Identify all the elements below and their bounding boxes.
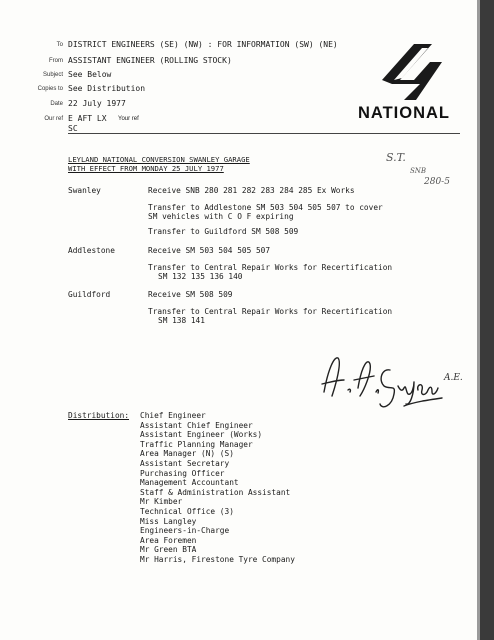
list-item: Mr Kimber	[140, 497, 183, 507]
section-line: Transfer to Addlestone SM 503 504 505 507 to cover	[148, 203, 383, 212]
list-item: Management Accountant	[140, 478, 239, 488]
list-item: Mr Green BTA	[140, 545, 197, 555]
date-label: Date	[50, 101, 63, 107]
our-ref-label: Our ref	[44, 116, 63, 122]
section-line: Receive SNB 280 281 282 283 284 285 Ex Works	[148, 186, 355, 195]
memo-title-line2: WITH EFFECT FROM MONDAY 25 JULY 1977	[68, 164, 224, 173]
handwritten-note-1: S.T.	[386, 151, 406, 164]
section-line: SM vehicles with C O F expiring	[148, 212, 294, 221]
initials: SC	[68, 124, 78, 133]
section-line: Transfer to Guildford SM 508 509	[148, 227, 299, 236]
section-line: Transfer to Central Repair Works for Recertification	[148, 307, 393, 316]
list-item: Mr Harris, Firestone Tyre Company	[140, 554, 295, 564]
from-value: ASSISTANT ENGINEER (ROLLING STOCK)	[68, 56, 232, 65]
handwritten-note-2: SNB	[410, 167, 427, 175]
header-rule	[68, 133, 460, 134]
section-line: Receive SM 503 504 505 507	[148, 246, 271, 255]
your-ref-label: Your ref	[118, 116, 139, 122]
section-line: SM 138 141	[158, 316, 205, 325]
copies-label: Copies to	[37, 86, 63, 92]
list-item: Technical Office (3)	[140, 506, 234, 516]
list-item: Area Manager (N) (S)	[140, 449, 234, 459]
signature-suffix: A.E.	[444, 373, 463, 383]
memo-title-line1: LEYLAND NATIONAL CONVERSION SWANLEY GARAGE	[68, 155, 250, 164]
list-item: Engineers-in-Charge	[140, 526, 230, 536]
distribution-label: Distribution:	[68, 411, 130, 420]
date-value: 22 July 1977	[68, 99, 126, 108]
list-item: Assistant Engineer (Works)	[140, 430, 263, 440]
list-item: Assistant Secretary	[140, 458, 230, 468]
distribution-list	[140, 411, 295, 565]
to-label: To	[56, 42, 63, 48]
section-line: Transfer to Central Repair Works for Recertification	[148, 263, 393, 272]
list-item: Chief Engineer	[140, 411, 206, 420]
section-place: Swanley	[68, 186, 101, 195]
from-label: From	[49, 58, 63, 64]
national-logo-wordmark: NATIONAL	[358, 104, 451, 122]
section-place: Addlestone	[68, 246, 115, 255]
list-item: Assistant Chief Engineer	[140, 420, 253, 430]
section-line: Receive SM 508 509	[148, 290, 233, 299]
list-item: Miss Langley	[140, 516, 197, 526]
list-item: Purchasing Officer	[140, 468, 225, 478]
section-place: Guildford	[68, 290, 111, 299]
page-edge-shadow	[480, 0, 494, 640]
section-line: SM 132 135 136 140	[158, 272, 243, 281]
list-item: Staff & Administration Assistant	[140, 487, 291, 497]
handwritten-signature	[318, 350, 463, 420]
page-edge-highlight	[477, 0, 480, 640]
list-item: Area Foremen	[140, 535, 197, 545]
copies-value: See Distribution	[68, 84, 146, 93]
list-item: Traffic Planning Manager	[140, 439, 253, 449]
subject-label: Subject	[42, 72, 63, 78]
national-double-n-arrow-icon	[380, 40, 444, 104]
subject-value: See Below	[68, 70, 112, 79]
our-ref-value: E AFT LX	[68, 114, 107, 123]
handwritten-note-3: 280-5	[424, 177, 450, 187]
to-value: DISTRICT ENGINEERS (SE) (NW) : FOR INFORMATION (SW) (NE)	[68, 40, 338, 49]
